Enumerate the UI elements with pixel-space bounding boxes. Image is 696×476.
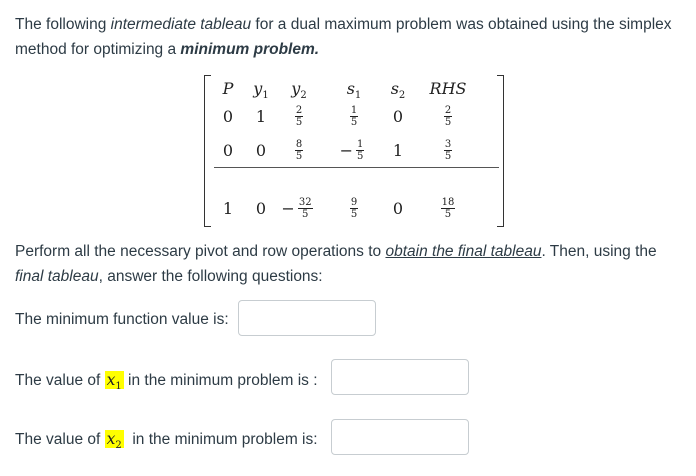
tableau-cell-r2-c0: 1 — [222, 199, 234, 218]
tableau-cell-r2-c3-denominator: 5 — [350, 209, 358, 220]
tableau-header-3 — [337, 79, 371, 101]
tableau-cell-r2-c2-numerator: 32 — [298, 197, 312, 208]
instructions-text-1: Perform all the necessary pivot and row operations to — [15, 243, 386, 260]
tableau-header-3-subscript: 1 — [354, 90, 362, 102]
tableau-cell-r0-c5 — [431, 105, 465, 128]
tableau-cell-r2-c2-denominator: 5 — [302, 209, 309, 220]
problem-intro — [15, 12, 687, 62]
tableau-header-4-subscript: 2 — [398, 90, 406, 102]
tableau-cell-r0-c0: 0 — [222, 107, 234, 126]
tableau-cell-r1-c3-minus: − — [339, 141, 354, 160]
question-x1-text: The value of — [15, 372, 105, 389]
tableau-cell-r1-c3-numerator: 1 — [357, 139, 364, 150]
tableau-header-1-symbol: y — [253, 79, 263, 98]
tableau-cell-r1-c5-fraction — [444, 139, 452, 162]
tableau-header-4-symbol: s — [390, 79, 399, 98]
x1-answer-input[interactable] — [331, 359, 469, 395]
tableau-header-0 — [211, 79, 245, 98]
tableau-cell-r2-c2-minus: − — [281, 199, 295, 218]
tableau-cell-r0-c4: 0 — [392, 107, 404, 126]
tableau-header-2-symbol: y — [291, 79, 301, 98]
intro-text-1: The following — [15, 16, 111, 33]
tableau-header-0-symbol: P — [222, 79, 234, 98]
instructions-emphasis: final tableau — [15, 268, 99, 285]
tableau-cell-r0-c1: 1 — [255, 107, 267, 126]
tableau-cell-r0-c3-denominator: 5 — [350, 117, 358, 128]
tableau-cell-r2-c3 — [337, 197, 371, 220]
tableau-cell-r1-c2-fraction — [295, 139, 303, 162]
tableau-cell-r1-c2 — [282, 139, 316, 162]
instructions-text-3: , answer the following questions: — [98, 268, 323, 285]
tableau-cell-r2-c2-fraction — [298, 197, 313, 220]
x1-variable-letter: x — [106, 371, 116, 389]
intro-emphasis-tableau: intermediate tableau — [110, 16, 252, 33]
tableau-header-1 — [244, 79, 278, 101]
tableau-cell-r0-c2 — [282, 105, 316, 128]
question-x1-text-after: in the minimum problem is : — [123, 372, 318, 389]
tableau-header-1-subscript: 1 — [262, 90, 269, 102]
tableau-cell-r1-c2-denominator: 5 — [295, 151, 303, 162]
question-x2 — [15, 430, 318, 451]
tableau-cell-r2-c3-fraction — [350, 197, 358, 220]
question-min-value-text: The minimum function value is: — [15, 311, 229, 328]
question-x1 — [15, 371, 318, 392]
tableau-cell-r0-c2-denominator: 5 — [295, 117, 303, 128]
x1-variable — [105, 371, 124, 393]
tableau-header-3-symbol: s — [346, 79, 355, 98]
question-x2-text-after: in the minimum problem is: — [123, 431, 318, 448]
tableau-cell-r1-c0: 0 — [222, 141, 234, 160]
tableau-left-bracket — [204, 75, 211, 227]
intro-emphasis-minimum: minimum problem. — [180, 41, 320, 58]
tableau-cell-r0-c3-fraction — [350, 105, 358, 128]
instructions-text-2: . Then, using the — [541, 243, 657, 260]
tableau-cell-r2-c4: 0 — [392, 199, 404, 218]
tableau-header-4 — [381, 79, 415, 101]
tableau-right-bracket — [497, 75, 504, 227]
tableau-cell-r2-c5-fraction — [441, 197, 456, 220]
tableau-cell-r1-c2-numerator: 8 — [295, 139, 303, 150]
tableau-cell-r0-c3-numerator: 1 — [350, 105, 358, 116]
tableau-cell-r1-c5-numerator: 3 — [444, 139, 452, 150]
tableau-header-2 — [282, 79, 316, 101]
instructions — [15, 239, 687, 289]
tableau-cell-r1-c3-fraction — [356, 139, 364, 162]
tableau-cell-r2-c5 — [431, 197, 465, 220]
x1-variable-subscript: 1 — [115, 381, 122, 393]
min-value-answer-input[interactable] — [238, 300, 376, 336]
x2-variable-subscript: 2 — [115, 440, 122, 452]
x2-variable — [105, 430, 124, 452]
tableau-header-5-symbol: RHS — [429, 79, 467, 98]
tableau-cell-r2-c5-denominator: 5 — [444, 209, 452, 220]
tableau-cell-r0-c3 — [337, 105, 371, 128]
x2-answer-input[interactable] — [331, 419, 469, 455]
tableau-cell-r1-c3 — [332, 139, 372, 162]
tableau-cell-r0-c5-denominator: 5 — [444, 117, 452, 128]
final-tableau-link[interactable]: obtain the final tableau — [385, 243, 542, 260]
tableau-cell-r0-c5-fraction — [444, 105, 452, 128]
tableau-cell-r1-c1: 0 — [255, 141, 267, 160]
tableau-cell-r2-c5-numerator: 18 — [441, 197, 455, 208]
x2-variable-letter: x — [106, 430, 116, 448]
tableau-header-5 — [418, 79, 478, 98]
tableau-objective-divider — [214, 167, 499, 168]
intro-text-2: for a dual maximum problem was obtained using the simplex method for optimizing a — [15, 16, 672, 58]
tableau-cell-r1-c3-denominator: 5 — [357, 151, 364, 162]
simplex-tableau — [204, 75, 504, 225]
tableau-cell-r0-c2-numerator: 2 — [295, 105, 303, 116]
tableau-cell-r1-c5 — [431, 139, 465, 162]
question-min-value — [15, 311, 229, 329]
tableau-cell-r0-c2-fraction — [295, 105, 303, 128]
tableau-cell-r1-c5-denominator: 5 — [444, 151, 452, 162]
tableau-cell-r2-c2 — [277, 197, 317, 220]
question-x2-text: The value of — [15, 431, 105, 448]
tableau-cell-r0-c5-numerator: 2 — [444, 105, 452, 116]
tableau-header-2-subscript: 2 — [300, 90, 307, 102]
tableau-cell-r1-c4: 1 — [392, 141, 404, 160]
tableau-cell-r2-c1: 0 — [255, 199, 267, 218]
tableau-cell-r2-c3-numerator: 9 — [350, 197, 358, 208]
